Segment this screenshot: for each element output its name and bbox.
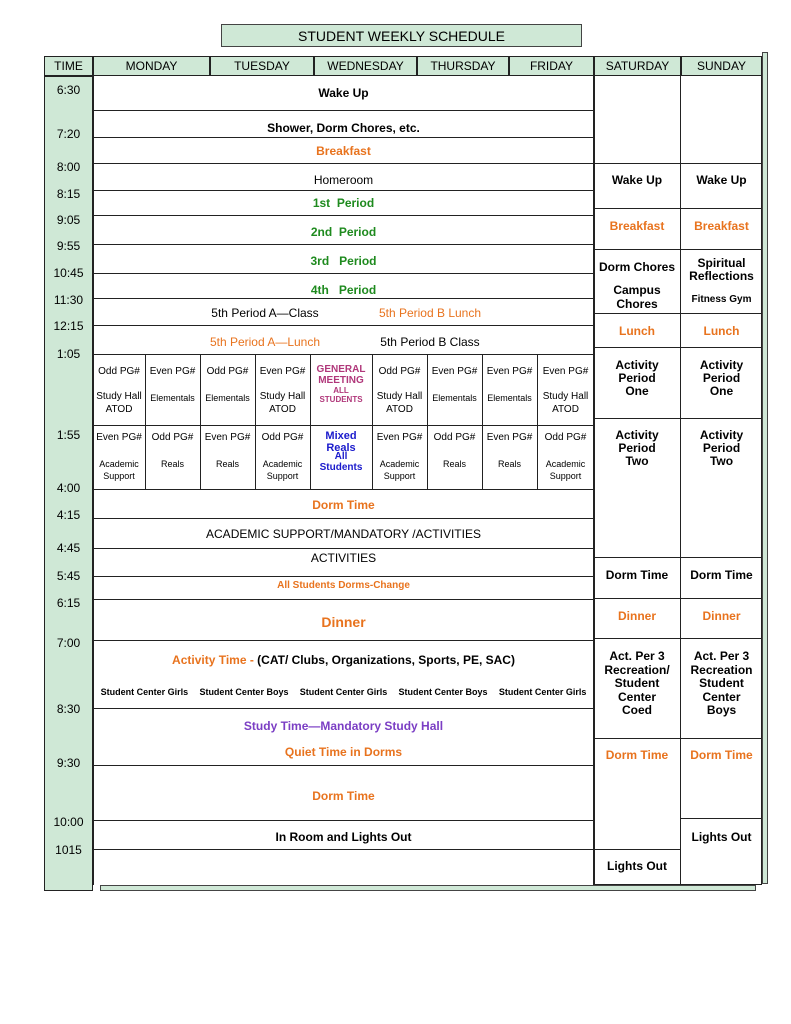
sun-lights-out: Lights Out [691, 830, 752, 844]
right-green-bar [762, 52, 768, 884]
block-cell-top: GENERAL MEETING [316, 364, 366, 386]
time-label: 6:30 [56, 83, 81, 97]
time-label: 8:15 [56, 187, 81, 201]
period-5b-lunch: 5th Period B Lunch [378, 306, 482, 320]
block-cell-bottom: Elementals [150, 393, 195, 403]
row-divider [93, 190, 594, 191]
sat-activity-two: Activity Period Two [615, 428, 659, 468]
period-5b-class: 5th Period B Class [380, 335, 480, 349]
row-divider [93, 425, 594, 426]
time-label: 9:05 [56, 213, 81, 227]
time-label: 10:00 [53, 815, 84, 829]
header-saturday: SATURDAY [594, 56, 681, 76]
block-cell-bottom: Elementals [487, 393, 532, 403]
header-wednesday: WEDNESDAY [314, 56, 417, 76]
period-3: 3rd Period [310, 254, 377, 268]
sun-dorm-time: Dorm Time [690, 568, 753, 582]
row-divider [93, 110, 594, 111]
sun-breakfast: Breakfast [694, 219, 749, 233]
block-cell-top: Odd PG# [261, 432, 304, 443]
row-divider [93, 708, 594, 709]
row-divider [93, 137, 594, 138]
sun-activity-two: Activity Period Two [699, 428, 744, 468]
student-center-row [95, 686, 592, 698]
weekend-divider [594, 347, 762, 348]
sat-sun-divider [680, 76, 681, 885]
sat-dinner: Dinner [617, 609, 656, 623]
block-cell-bottom: Reals [497, 459, 521, 469]
row-divider [93, 548, 594, 549]
block-cell-bottom: Reals [215, 459, 239, 469]
weekend-frame [594, 76, 762, 885]
block-cell-top: Even PG# [542, 366, 589, 377]
sat-dorm-chores: Dorm Chores [598, 260, 675, 274]
homeroom: Homeroom [313, 173, 374, 187]
block-cell-top: Mixed Reals [325, 430, 357, 454]
shower-chores: Shower, Dorm Chores, etc. [267, 121, 420, 135]
sat-wake-up: Wake Up [611, 173, 663, 187]
wake-up: Wake Up [318, 86, 369, 100]
time-label: 7:00 [56, 636, 81, 650]
time-label: 9:55 [56, 239, 81, 253]
header-friday: FRIDAY [509, 56, 594, 76]
time-label: 4:00 [56, 481, 81, 495]
sun-activity-one: Activity Period One [699, 358, 744, 398]
block-cell-top: Even PG# [96, 432, 142, 443]
bottom-green-bar [100, 885, 756, 891]
time-label: 6:15 [56, 596, 81, 610]
row-divider [93, 599, 594, 600]
sun-fitness-gym: Fitness Gym [691, 294, 752, 305]
sat-lunch: Lunch [619, 324, 655, 338]
student-center-item: Student Center Girls [100, 687, 189, 697]
block-cell-top: Odd PG# [206, 366, 249, 377]
period-5a-class: 5th Period A—Class [211, 306, 319, 320]
student-center-item: Student Center Girls [498, 687, 587, 697]
sat-activity-one: Activity Period One [615, 358, 659, 398]
student-center-item: Student Center Girls [299, 687, 388, 697]
weekend-divider [594, 738, 762, 739]
time-label: 7:20 [56, 127, 81, 141]
time-label: 12:15 [53, 319, 84, 333]
dorm-time-evening: Dorm Time [312, 789, 375, 803]
lights-out: In Room and Lights Out [275, 830, 412, 844]
row-divider [93, 354, 594, 355]
row-divider [93, 518, 594, 519]
header-monday: MONDAY [93, 56, 210, 76]
row-divider [93, 765, 594, 766]
block-cell-top: Even PG# [486, 432, 533, 443]
header-tuesday: TUESDAY [210, 56, 314, 76]
block-cell-bottom: Study Hall ATOD [542, 391, 589, 415]
time-label: 1:05 [56, 347, 81, 361]
weekend-divider [594, 313, 762, 314]
block-cell-bottom: Study Hall ATOD [259, 391, 306, 415]
activity-time [93, 653, 594, 667]
time-label: 1015 [55, 843, 82, 857]
sat-activity-three: Act. Per 3 Recreation/ Student Center Coed [604, 649, 670, 717]
block-cell-bottom: Academic Support [99, 459, 139, 481]
weekend-divider [594, 418, 762, 419]
weekend-divider [594, 557, 762, 558]
block-cell-bottom: Reals [442, 459, 466, 469]
block-cell-top: Odd PG# [378, 366, 421, 377]
sat-lights-out: Lights Out [607, 859, 667, 873]
sun-dorm-time-evening: Dorm Time [690, 748, 753, 762]
row-divider [93, 489, 594, 490]
row-divider [93, 820, 594, 821]
row-divider [93, 215, 594, 216]
sat-breakfast: Breakfast [609, 219, 665, 233]
time-label: 8:30 [56, 702, 81, 716]
weekend-divider [594, 163, 762, 164]
sun-activity-three: Act. Per 3 Recreation Student Center Boys [690, 649, 753, 717]
time-label: 1:55 [56, 428, 81, 442]
time-label: 10:45 [53, 266, 84, 280]
block-cell-top: Even PG# [149, 366, 196, 377]
academic-support-activities: ACADEMIC SUPPORT/MANDATORY /ACTIVITIES [206, 527, 481, 541]
header-thursday: THURSDAY [417, 56, 509, 76]
dinner: Dinner [321, 614, 366, 630]
header-time: TIME [44, 56, 93, 76]
block-cell-bottom: All Students [319, 451, 363, 473]
block-cell-top: Odd PG# [98, 366, 140, 377]
block-cell-top: Odd PG# [544, 432, 587, 443]
student-center-item: Student Center Boys [398, 687, 488, 697]
time-label: 4:45 [56, 541, 81, 555]
row-divider [93, 298, 594, 299]
schedule-title: STUDENT WEEKLY SCHEDULE [221, 24, 582, 47]
sun-wake-up: Wake Up [696, 173, 747, 187]
weekend-divider [594, 638, 762, 639]
weekend-divider [680, 818, 762, 819]
weekend-divider [594, 849, 680, 850]
row-divider [93, 163, 594, 164]
time-label: 9:30 [56, 756, 81, 770]
block-cell-bottom: Elementals [205, 393, 250, 403]
block-cell-top: Even PG# [204, 432, 251, 443]
block-cell-bottom: Study Hall ATOD [96, 391, 142, 415]
block-cell-bottom: Reals [160, 459, 184, 469]
row-divider [93, 273, 594, 274]
block-cell-top: Even PG# [431, 366, 478, 377]
activities: ACTIVITIES [310, 551, 377, 565]
period-1: 1st Period [312, 196, 375, 210]
period-5a-lunch: 5th Period A—Lunch [209, 335, 321, 349]
row-divider [93, 640, 594, 641]
weekend-divider [594, 208, 762, 209]
block-cell-top: Even PG# [376, 432, 423, 443]
row-divider [93, 849, 594, 850]
time-label: 11:30 [53, 293, 84, 307]
study-time: Study Time—Mandatory Study Hall [243, 719, 444, 733]
dorms-change: All Students Dorms-Change [277, 580, 410, 591]
row-divider [93, 576, 594, 577]
weekend-divider [594, 598, 762, 599]
header-sunday: SUNDAY [681, 56, 762, 76]
block-cell-top: Even PG# [486, 366, 533, 377]
weekend-divider [594, 249, 762, 250]
block-cell-top: Even PG# [259, 366, 306, 377]
block-cell-bottom: Study Hall ATOD [376, 391, 423, 415]
sat-campus-chores: Campus Chores [613, 283, 661, 311]
period-4: 4th Period [310, 283, 377, 297]
time-label: 4:15 [56, 508, 81, 522]
block-cell-top: Odd PG# [151, 432, 194, 443]
block-cell-bottom: Academic Support [545, 459, 586, 481]
block-cell-bottom: Elementals [432, 393, 477, 403]
quiet-time: Quiet Time in Dorms [284, 745, 403, 759]
block-cell-bottom: Academic Support [262, 459, 303, 481]
sun-dinner: Dinner [702, 609, 741, 623]
time-label: 8:00 [56, 160, 81, 174]
activity-time-label: Activity Time - [172, 653, 258, 667]
dorm-time: Dorm Time [312, 498, 375, 512]
block-cell-bottom: ALL STUDENTS [319, 386, 363, 404]
row-divider [93, 244, 594, 245]
activity-time-detail: (CAT/ Clubs, Organizations, Sports, PE, SAC) [257, 653, 515, 667]
student-center-item: Student Center Boys [199, 687, 289, 697]
row-divider [93, 325, 594, 326]
breakfast: Breakfast [316, 144, 371, 158]
sun-spiritual-reflections: Spiritual Reflections [689, 256, 754, 283]
sat-dorm-time-evening: Dorm Time [605, 748, 669, 762]
block-cell-bottom: Academic Support [379, 459, 420, 481]
period-2: 2nd Period [310, 225, 377, 239]
sat-dorm-time: Dorm Time [605, 568, 669, 582]
block-cell-top: Odd PG# [433, 432, 476, 443]
time-label: 5:45 [56, 569, 81, 583]
sun-lunch: Lunch [703, 324, 740, 338]
